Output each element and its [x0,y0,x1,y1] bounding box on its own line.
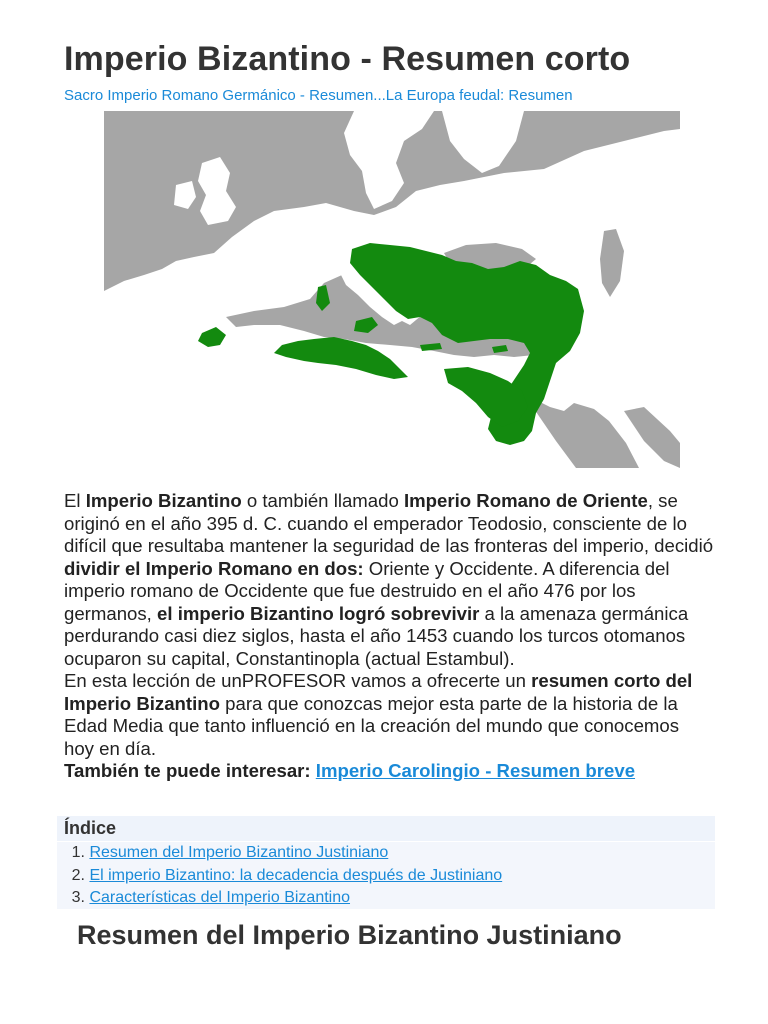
bold-text: el imperio Bizantino logró sobrevivir [157,602,480,624]
also-interesting [64,760,714,783]
text-run: , se originó en el año 395 d. C. cuando el emperador Teodosio, consciente de lo difícil que resultaba mantener la seguridad de las fronteras del imperio, decidió [64,490,714,556]
toc-item-number: 1. [71,844,85,861]
toc-item-link[interactable]: Resumen del Imperio Bizantino Justiniano [89,844,389,861]
bold-text: resumen corto del Imperio Bizantino [64,670,693,714]
text-run: o también llamado [241,490,404,511]
toc-title: Índice [57,816,715,841]
related-link-sacro-imperio[interactable]: Sacro Imperio Romano Germánico - Resumen... [64,87,386,104]
text-run: En esta lección de unPROFESOR vamos a ofrecerte un [64,670,532,691]
related-link-europa-feudal[interactable]: La Europa feudal: Resumen [385,87,573,104]
toc-item-link[interactable]: Características del Imperio Bizantino [89,889,351,906]
text-run: Oriente y Occidente. A diferencia del imperio romano de Occidente que fue destruido en el año 476 por los germanos, [64,557,670,624]
related-links [64,87,573,104]
bold-text: Imperio Bizantino [85,490,242,511]
text-run: El [64,490,86,511]
text-run: a la amenaza germánica perdurando casi diez siglos, hasta el año 1453 cuando los turcos otomanos ocuparon su capital, Constantinopla (actual Estambul). [64,602,689,669]
paragraph-lesson [64,670,714,760]
also-interesting-link[interactable]: Imperio Carolingio - Resumen breve [315,760,636,781]
section-heading: Resumen del Imperio Bizantino Justiniano [77,920,622,950]
toc-item-number: 3. [71,889,85,906]
bold-text: Imperio Romano de Oriente [403,490,648,511]
table-of-contents [57,842,715,909]
also-interesting-label: También te puede interesar: [64,760,311,781]
byzantine-empire-map [104,111,680,468]
toc-item-link[interactable]: El imperio Bizantino: la decadencia después de Justiniano [89,866,503,884]
toc-item-number: 2. [71,866,85,884]
toc-item [57,842,715,865]
map-svg [104,111,680,468]
bold-text: dividir el Imperio Romano en dos: [64,557,364,579]
page-title: Imperio Bizantino - Resumen corto [64,40,631,78]
toc-item [57,865,715,888]
toc-item [57,887,715,910]
paragraph-intro [64,490,714,670]
article-body [64,490,714,783]
text-run: para que conozcas mejor esta parte de la historia de la Edad Media que tanto influenció en la creación del mundo que conocemos hoy en día. [64,692,680,759]
